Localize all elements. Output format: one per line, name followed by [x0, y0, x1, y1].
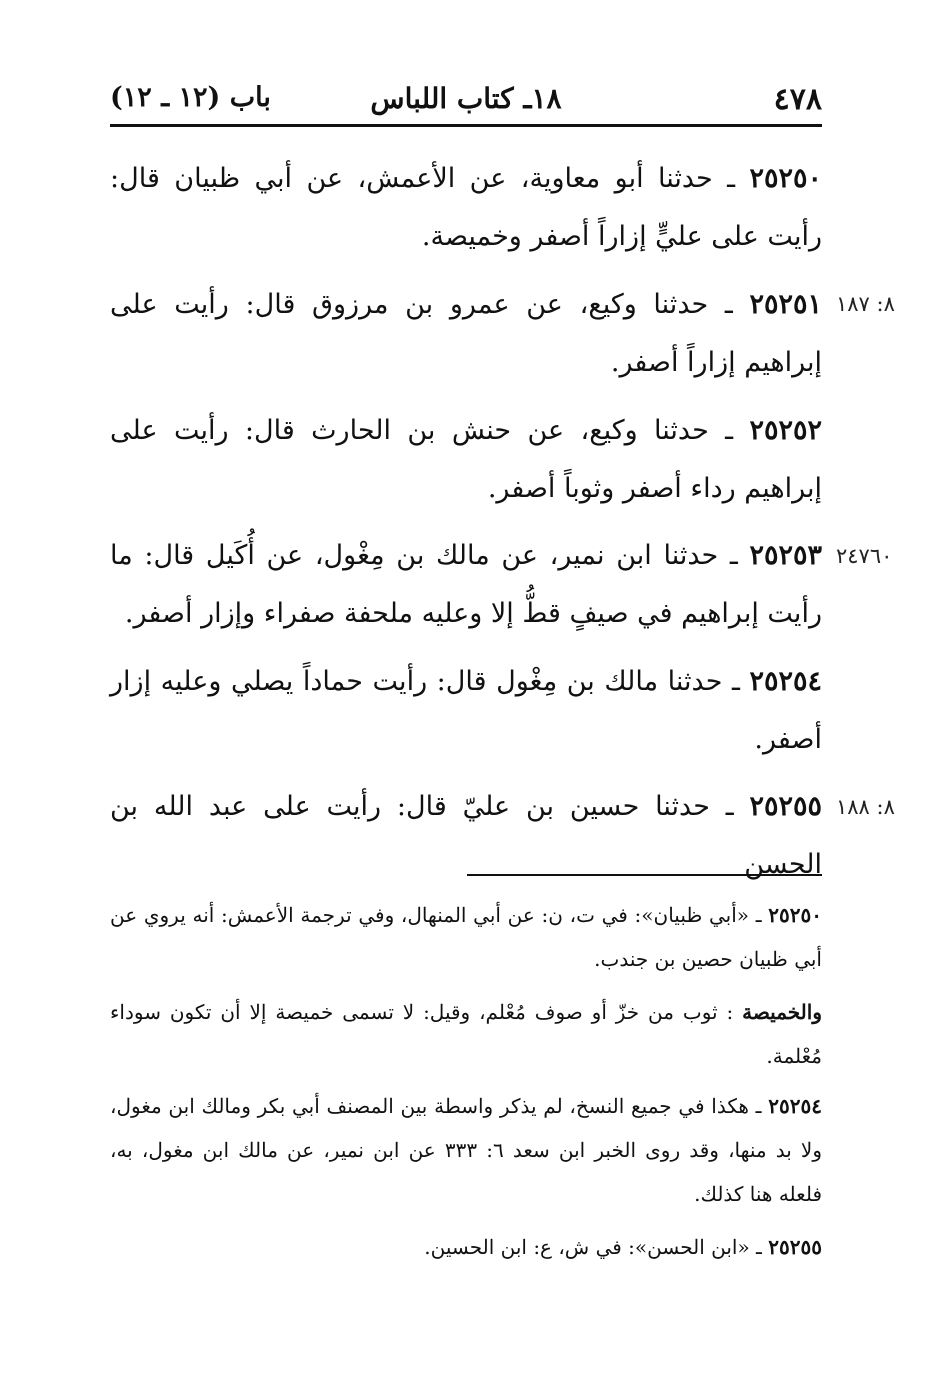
page-number: ٤٧٨: [773, 82, 822, 117]
footnote-term: والخميصة: [742, 1000, 822, 1024]
hadith-text: ـ حدثنا أبو معاوية، عن الأعمش، عن أبي ظبيان قال: رأيت على عليٍّ إزاراً أصفر وخميصة.: [110, 163, 822, 252]
hadith-text: ـ حدثنا مالك بن مِغْول قال: رأيت حماداً يصلي وعليه إزار أصفر.: [110, 666, 822, 755]
hadith-text: ـ حدثنا حسين بن عليّ قال: رأيت على عبد الله بن الحسن: [110, 791, 822, 880]
page-header: [110, 82, 822, 122]
hadith-paragraph: [110, 778, 822, 894]
margin-reference: ٨: ١٨٨: [836, 795, 895, 819]
footnote-number: ٢٥٢٥٠: [768, 903, 822, 927]
margin-reference: ٢٤٧٦٠: [836, 544, 893, 568]
footnote: [110, 893, 822, 981]
hadith-number: ٢٥٢٥٢: [749, 415, 822, 446]
hadith-text: ـ حدثنا وكيع، عن حنش بن الحارث قال: رأيت على إبراهيم رداء أصفر وثوباً أصفر.: [110, 415, 822, 504]
footnote: [110, 990, 822, 1078]
hadith-number: ٢٥٢٥٣: [749, 540, 822, 571]
hadith-number: ٢٥٢٥٥: [749, 791, 822, 822]
hadith-number: ٢٥٢٥٤: [749, 666, 822, 697]
margin-reference: ٨: ١٨٧: [836, 292, 895, 316]
footnote-rule: [467, 874, 822, 876]
footnote: [110, 1225, 822, 1269]
footnote-number: ٢٥٢٥٤: [768, 1094, 822, 1118]
hadith-number: ٢٥٢٥١: [749, 289, 822, 320]
footnote-text: ـ «ابن الحسن»: في ش، ع: ابن الحسين.: [424, 1235, 769, 1259]
book-title: ١٨ـ كتاب اللباس: [370, 82, 562, 115]
footnote: [110, 1084, 822, 1216]
hadith-paragraph: [110, 276, 822, 392]
hadith-paragraph: [110, 402, 822, 518]
footnote-text: : ثوب من خزّ أو صوف مُعْلم، وقيل: لا تسمى خميصة إلا أن تكون سوداء مُعْلمة.: [110, 1000, 822, 1068]
chapter-label: باب (١٢ ـ ١٢): [110, 82, 271, 113]
hadith-paragraph: [110, 527, 822, 643]
footnote-number: ٢٥٢٥٥: [768, 1235, 822, 1259]
footnote-text: ـ هكذا في جميع النسخ، لم يذكر واسطة بين المصنف أبي بكر ومالك ابن مغول، ولا بد منها، وقد روى الخبر ابن سعد ٦: ٣٣٣ عن ابن نمير، عن مالك ابن مغول، به، فلعله هنا كذلك.: [110, 1094, 822, 1206]
hadith-number: ٢٥٢٥٠: [749, 163, 822, 194]
footnote-text: ـ «أبي ظبيان»: في ت، ن: عن أبي المنهال، وفي ترجمة الأعمش: أنه يروي عن أبي ظبيان حصين بن جندب.: [110, 903, 822, 971]
hadith-paragraph: [110, 653, 822, 769]
hadith-paragraph: [110, 150, 822, 266]
hadith-text: ـ حدثنا ابن نمير، عن مالك بن مِغْول، عن أُكَيل قال: ما رأيت إبراهيم في صيفٍ قطُّ إلا وعليه ملحفة صفراء وإزار أصفر.: [110, 540, 822, 629]
header-rule: [110, 124, 822, 127]
hadith-text: ـ حدثنا وكيع، عن عمرو بن مرزوق قال: رأيت على إبراهيم إزاراً أصفر.: [110, 289, 822, 378]
